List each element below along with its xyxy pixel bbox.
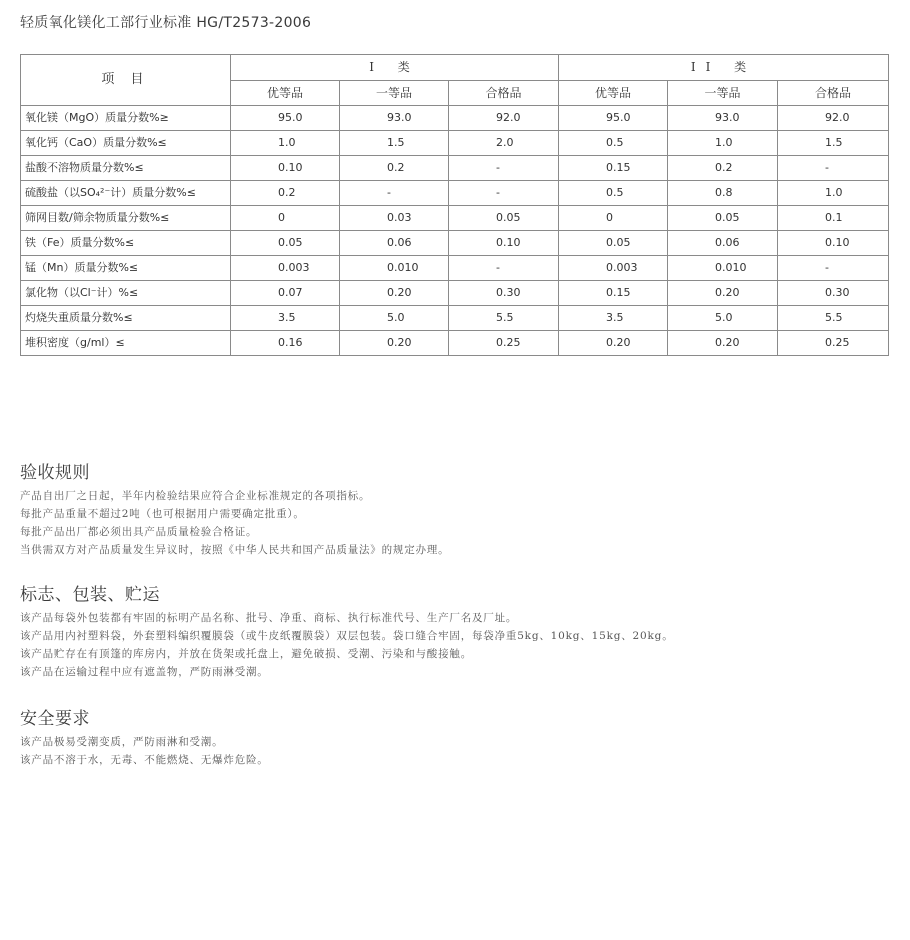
- table-cell: -: [449, 156, 559, 181]
- table-cell: 0.05: [231, 231, 340, 256]
- table-head: [21, 55, 889, 106]
- table-cell: -: [449, 181, 559, 206]
- table-cell: 1.0: [231, 131, 340, 156]
- spec-table: [20, 54, 889, 356]
- table-cell: 0.16: [231, 331, 340, 356]
- section-line: 该产品不溶于水，无毒、不能燃烧、无爆炸危险。: [20, 754, 269, 766]
- grade-header: 合格品: [449, 81, 559, 106]
- table-cell: 0.20: [668, 281, 778, 306]
- table-cell: 0.05: [449, 206, 559, 231]
- table-cell: 5.0: [340, 306, 449, 331]
- table-cell: 1.0: [778, 181, 889, 206]
- table-cell: 1.5: [340, 131, 449, 156]
- table-row: [21, 306, 889, 331]
- table-cell: 0.07: [231, 281, 340, 306]
- table-cell: 3.5: [559, 306, 668, 331]
- section-line: 当供需双方对产品质量发生异议时，按照《中华人民共和国产品质量法》的规定办理。: [20, 544, 450, 556]
- section-line: 该产品极易受潮变质，严防雨淋和受潮。: [20, 736, 224, 748]
- table-cell: 93.0: [340, 106, 449, 131]
- table-cell: 0.10: [778, 231, 889, 256]
- section-line: 该产品在运输过程中应有遮盖物，严防雨淋受潮。: [20, 666, 269, 678]
- table-cell: 93.0: [668, 106, 778, 131]
- row-label: 氯化物（以Cl⁻计）%≤: [21, 281, 231, 306]
- table-cell: 0.010: [340, 256, 449, 281]
- grade-header: 一等品: [668, 81, 778, 106]
- table-cell: 0: [231, 206, 340, 231]
- table-cell: 0.2: [231, 181, 340, 206]
- table-cell: 0.05: [668, 206, 778, 231]
- row-label: 铁（Fe）质量分数%≤: [21, 231, 231, 256]
- table-cell: 0.25: [778, 331, 889, 356]
- section-line: 该产品贮存在有顶篷的库房内，并放在货架或托盘上，避免破损、受潮、污染和与酸接触。: [20, 648, 472, 660]
- table-row: [21, 131, 889, 156]
- table-cell: 0.2: [668, 156, 778, 181]
- section-line: 产品自出厂之日起，半年内检验结果应符合企业标准规定的各项指标。: [20, 490, 371, 502]
- section-heading: 验收规则: [20, 463, 90, 483]
- table-cell: 0.10: [449, 231, 559, 256]
- table-cell: 95.0: [559, 106, 668, 131]
- row-label: 盐酸不溶物质量分数%≤: [21, 156, 231, 181]
- acceptance-rules-section: [20, 458, 890, 559]
- table-cell: 0.20: [559, 331, 668, 356]
- table-cell: -: [778, 256, 889, 281]
- item-header: 项 目: [21, 55, 231, 106]
- class-header-2: II 类: [559, 55, 889, 81]
- table-cell: 0.30: [449, 281, 559, 306]
- table-row: [21, 256, 889, 281]
- table-cell: 0.20: [668, 331, 778, 356]
- table-body: [21, 106, 889, 356]
- table-cell: 3.5: [231, 306, 340, 331]
- table-cell: 0.003: [231, 256, 340, 281]
- table-cell: 0.25: [449, 331, 559, 356]
- section-heading: 标志、包装、贮运: [20, 585, 160, 605]
- table-cell: 1.0: [668, 131, 778, 156]
- grade-header: 优等品: [231, 81, 340, 106]
- grade-header: 一等品: [340, 81, 449, 106]
- row-label: 堆积密度（g/ml）≤: [21, 331, 231, 356]
- class-header-1: I 类: [231, 55, 559, 81]
- table-cell: 1.5: [778, 131, 889, 156]
- table-row: [21, 181, 889, 206]
- table-cell: 95.0: [231, 106, 340, 131]
- section-line: 该产品每袋外包装都有牢固的标明产品名称、批号、净重、商标、执行标准代号、生产厂名及厂址。: [20, 612, 518, 624]
- table-row: [21, 156, 889, 181]
- row-label: 锰（Mn）质量分数%≤: [21, 256, 231, 281]
- table-cell: 0.2: [340, 156, 449, 181]
- table-row: [21, 231, 889, 256]
- table-cell: 0.8: [668, 181, 778, 206]
- class-header-row: [21, 55, 889, 81]
- section-line: 该产品用内衬塑料袋，外套塑料编织覆膜袋（或牛皮纸覆膜袋）双层包装。袋口缝合牢固，每袋净重5kg、10kg、15kg、20kg。: [20, 630, 674, 642]
- table-cell: 0.10: [231, 156, 340, 181]
- table-cell: -: [778, 156, 889, 181]
- table-row: [21, 206, 889, 231]
- section-heading: 安全要求: [20, 709, 90, 729]
- table-cell: 5.5: [778, 306, 889, 331]
- table-cell: 0.5: [559, 131, 668, 156]
- grade-header: 合格品: [778, 81, 889, 106]
- table-cell: 0.010: [668, 256, 778, 281]
- table-cell: 5.5: [449, 306, 559, 331]
- table-cell: 0: [559, 206, 668, 231]
- table-cell: 0.1: [778, 206, 889, 231]
- section-line: 每批产品重量不超过2吨（也可根据用户需要确定批重）。: [20, 508, 305, 520]
- table-cell: 0.06: [340, 231, 449, 256]
- table-cell: 0.003: [559, 256, 668, 281]
- table-cell: 2.0: [449, 131, 559, 156]
- table-row: [21, 281, 889, 306]
- table-cell: 0.15: [559, 156, 668, 181]
- table-cell: 0.03: [340, 206, 449, 231]
- safety-section: [20, 704, 890, 769]
- table-row: [21, 331, 889, 356]
- table-cell: 92.0: [778, 106, 889, 131]
- row-label: 氧化钙（CaO）质量分数%≤: [21, 131, 231, 156]
- table-cell: 0.30: [778, 281, 889, 306]
- row-label: 硫酸盐（以SO₄²⁻计）质量分数%≤: [21, 181, 231, 206]
- table-cell: 92.0: [449, 106, 559, 131]
- table-cell: 5.0: [668, 306, 778, 331]
- table-cell: 0.20: [340, 281, 449, 306]
- table-cell: 0.05: [559, 231, 668, 256]
- table-cell: -: [449, 256, 559, 281]
- table-cell: 0.5: [559, 181, 668, 206]
- row-label: 氧化镁（MgO）质量分数%≥: [21, 106, 231, 131]
- grade-header: 优等品: [559, 81, 668, 106]
- table-cell: -: [340, 181, 449, 206]
- table-row: [21, 106, 889, 131]
- page-title: 轻质氧化镁化工部行业标准 HG/T2573-2006: [20, 15, 312, 31]
- table-cell: 0.20: [340, 331, 449, 356]
- table-cell: 0.15: [559, 281, 668, 306]
- row-label: 筛网目数/筛余物质量分数%≤: [21, 206, 231, 231]
- section-line: 每批产品出厂都必须出具产品质量检验合格证。: [20, 526, 258, 538]
- row-label: 灼烧失重质量分数%≤: [21, 306, 231, 331]
- table-cell: 0.06: [668, 231, 778, 256]
- packaging-section: [20, 580, 890, 681]
